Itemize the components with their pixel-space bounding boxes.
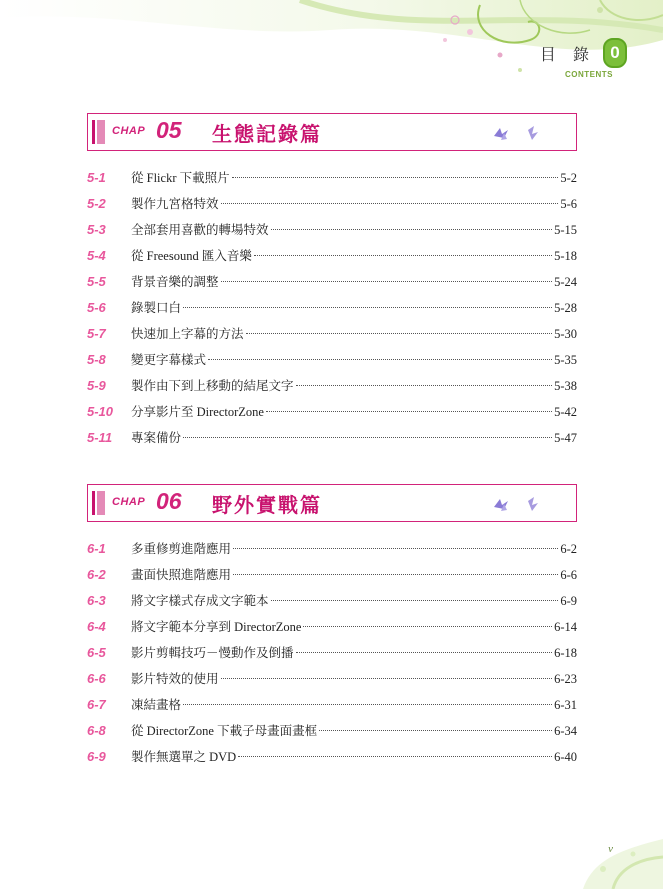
toc-entry[interactable] <box>87 243 577 269</box>
toc-entry[interactable] <box>87 536 577 562</box>
page-number: v <box>608 843 613 855</box>
entry-title: 製作九宮格特效 <box>131 197 219 211</box>
entry-page: 6-31 <box>554 698 577 712</box>
chapter-label: CHAP <box>112 125 146 137</box>
entry-number: 5-10 <box>87 404 114 419</box>
toc-list <box>87 536 577 770</box>
entry-title: 快速加上字幕的方法 <box>131 327 244 341</box>
entry-number: 5-9 <box>87 378 106 393</box>
toc-entry[interactable] <box>87 399 577 425</box>
entry-title: 製作由下到上移動的結尾文字 <box>131 379 294 393</box>
toc-list <box>87 165 577 451</box>
toc-entry[interactable] <box>87 718 577 744</box>
toc-entry[interactable] <box>87 666 577 692</box>
toc-entry[interactable] <box>87 562 577 588</box>
entry-page: 6-40 <box>554 750 577 764</box>
toc-entry[interactable] <box>87 744 577 770</box>
chapter-zero-badge: 0 <box>603 38 627 68</box>
entry-title: 背景音樂的調整 <box>131 275 219 289</box>
toc-entry[interactable] <box>87 217 577 243</box>
entry-number: 6-3 <box>87 593 106 608</box>
entry-page: 5-38 <box>554 379 577 393</box>
entry-page: 5-15 <box>554 223 577 237</box>
entry-number: 5-1 <box>87 170 106 185</box>
entry-title: 影片特效的使用 <box>131 672 219 686</box>
entry-number: 6-2 <box>87 567 106 582</box>
entry-title: 從 Freesound 匯入音樂 <box>131 249 252 263</box>
entry-page: 6-9 <box>560 594 577 608</box>
entry-page: 6-6 <box>560 568 577 582</box>
entry-number: 6-6 <box>87 671 106 686</box>
entry-number: 6-9 <box>87 749 106 764</box>
entry-title: 變更字幕樣式 <box>131 353 207 367</box>
entry-number: 5-4 <box>87 248 106 263</box>
toc-entry[interactable] <box>87 588 577 614</box>
toc-entry[interactable] <box>87 425 577 451</box>
floral-footer-decoration <box>543 799 663 889</box>
entry-number: 5-6 <box>87 300 106 315</box>
entry-number: 5-7 <box>87 326 106 341</box>
entry-number: 5-5 <box>87 274 106 289</box>
entry-title: 從 DirectorZone 下載子母畫面畫框 <box>131 724 318 738</box>
toc-entry[interactable] <box>87 165 577 191</box>
toc-entry[interactable] <box>87 373 577 399</box>
entry-page: 5-18 <box>554 249 577 263</box>
entry-page: 5-35 <box>554 353 577 367</box>
entry-page: 5-6 <box>560 197 577 211</box>
chapter-label: CHAP <box>112 496 146 508</box>
entry-page: 5-47 <box>554 431 577 445</box>
chapter-title: 生態記錄篇 <box>212 122 322 146</box>
contents-header <box>540 38 627 68</box>
toc-entry[interactable] <box>87 614 577 640</box>
entry-title: 影片剪輯技巧－慢動作及倒播 <box>131 646 294 660</box>
toc-entry[interactable] <box>87 191 577 217</box>
entry-page: 5-28 <box>554 301 577 315</box>
entry-title: 將文字樣式存成文字範本 <box>131 594 269 608</box>
entry-page: 6-2 <box>560 542 577 556</box>
entry-title: 製作無選單之 DVD <box>131 750 237 764</box>
entry-page: 6-23 <box>554 672 577 686</box>
chapter-section-05 <box>87 113 577 451</box>
toc-entry[interactable] <box>87 347 577 373</box>
chapter-section-06 <box>87 484 577 770</box>
entry-title: 專案備份 <box>131 431 182 445</box>
butterfly-icon <box>486 122 546 144</box>
chapter-number: 06 <box>156 488 182 514</box>
entry-title: 畫面快照進階應用 <box>131 568 232 582</box>
chapter-heading <box>87 484 577 522</box>
entry-number: 6-5 <box>87 645 106 660</box>
entry-number: 6-4 <box>87 619 106 634</box>
entry-page: 5-42 <box>554 405 577 419</box>
butterfly-icon <box>486 493 546 515</box>
toc-entry[interactable] <box>87 269 577 295</box>
entry-number: 5-11 <box>87 430 113 445</box>
entry-page: 5-24 <box>554 275 577 289</box>
entry-title: 錄製口白 <box>131 301 182 315</box>
toc-entry[interactable] <box>87 295 577 321</box>
entry-number: 6-8 <box>87 723 106 738</box>
entry-title: 全部套用喜歡的轉場特效 <box>131 223 269 237</box>
entry-page: 6-18 <box>554 646 577 660</box>
chapter-heading <box>87 113 577 151</box>
entry-number: 6-7 <box>87 697 106 712</box>
header-title: 目 錄 <box>539 44 595 64</box>
toc-entry[interactable] <box>87 692 577 718</box>
entry-number: 5-2 <box>87 196 106 211</box>
entry-title: 將文字範本分享到 DirectorZone <box>131 620 302 634</box>
toc-entry[interactable] <box>87 640 577 666</box>
entry-title: 凍結畫格 <box>131 698 182 712</box>
toc-entry[interactable] <box>87 321 577 347</box>
entry-number: 6-1 <box>87 541 106 556</box>
entry-page: 5-30 <box>554 327 577 341</box>
chapter-title: 野外實戰篇 <box>212 493 322 517</box>
entry-page: 6-34 <box>554 724 577 738</box>
header-subtitle: CONTENTS <box>565 70 613 79</box>
entry-title: 多重修剪進階應用 <box>131 542 232 556</box>
entry-page: 6-14 <box>554 620 577 634</box>
entry-title: 從 Flickr 下載照片 <box>131 171 230 185</box>
entry-number: 5-8 <box>87 352 106 367</box>
chapter-number: 05 <box>156 117 182 143</box>
entry-page: 5-2 <box>560 171 577 185</box>
entry-title: 分享影片至 DirectorZone <box>131 405 264 419</box>
entry-number: 5-3 <box>87 222 106 237</box>
